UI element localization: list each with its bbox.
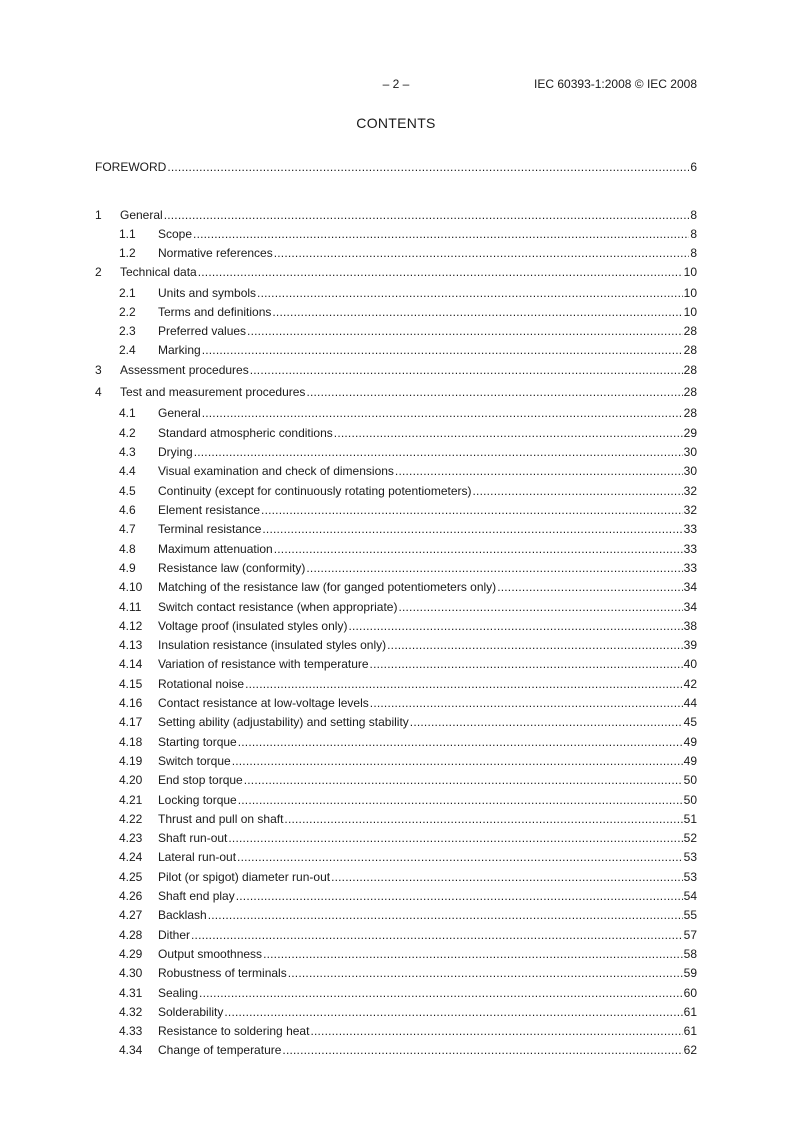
toc-entry-page: 53	[683, 870, 697, 884]
toc-dot-leader	[282, 1042, 682, 1058]
toc-entry[interactable]	[95, 985, 697, 1001]
toc-dot-leader	[202, 405, 683, 421]
toc-entry[interactable]	[95, 405, 697, 421]
toc-entry-page: 62	[683, 1043, 697, 1057]
toc-dot-leader	[331, 869, 683, 885]
toc-entry[interactable]	[95, 264, 697, 280]
toc-dot-leader	[236, 888, 683, 904]
toc-entry-number: 4.20	[119, 773, 143, 787]
toc-dot-leader	[272, 304, 682, 320]
toc-entry-number: 4.32	[119, 1005, 143, 1019]
toc-entry[interactable]	[95, 869, 697, 885]
toc-entry-page: 33	[683, 522, 697, 536]
toc-entry-number: 1	[95, 208, 102, 222]
toc-entry-page: 28	[683, 385, 697, 399]
toc-entry[interactable]	[95, 907, 697, 923]
toc-entry-number: 4.5	[119, 484, 136, 498]
toc-entry-number: 4.13	[119, 638, 143, 652]
toc-entry-page: 28	[683, 324, 697, 338]
toc-entry-number: 4.6	[119, 503, 136, 517]
toc-entry-page: 59	[683, 966, 697, 980]
toc-entry-page: 34	[683, 600, 697, 614]
toc-entry-title: Rotational noise	[158, 677, 245, 691]
toc-dot-leader	[473, 483, 683, 499]
toc-entry[interactable]	[95, 637, 697, 653]
toc-dot-leader	[274, 541, 683, 557]
toc-entry-title: Thrust and pull on shaft	[158, 812, 284, 826]
toc-entry-title: Terms and definitions	[158, 305, 272, 319]
toc-entry[interactable]	[95, 304, 697, 320]
toc-entry-number: 2.2	[119, 305, 136, 319]
toc-dot-leader	[237, 849, 683, 865]
page-header	[95, 77, 697, 93]
toc-entry-title: Assessment procedures	[120, 363, 249, 377]
toc-entry-number: 4.14	[119, 657, 143, 671]
toc-entry-title: Resistance law (conformity)	[158, 561, 306, 575]
toc-dot-leader	[306, 384, 682, 400]
toc-entry-number: 4.17	[119, 715, 143, 729]
toc-entry-title: Starting torque	[158, 735, 237, 749]
toc-entry[interactable]	[95, 207, 697, 223]
toc-entry-page: 33	[683, 561, 697, 575]
toc-entry-page: 50	[683, 793, 697, 807]
toc-entry-title: Units and symbols	[158, 286, 257, 300]
toc-entry-title: Output smoothness	[158, 947, 263, 961]
toc-entry[interactable]	[95, 946, 697, 962]
toc-entry-page: 61	[683, 1024, 697, 1038]
toc-entry-title: Technical data	[120, 265, 197, 279]
toc-dot-leader	[274, 245, 690, 261]
toc-entry[interactable]	[95, 502, 697, 518]
toc-entry[interactable]	[95, 226, 697, 242]
toc-entry[interactable]	[95, 444, 697, 460]
toc-dot-leader	[164, 207, 690, 223]
toc-entry[interactable]	[95, 541, 697, 557]
toc-entry-number: 4.10	[119, 580, 143, 594]
toc-entry-page: 10	[683, 305, 697, 319]
toc-entry-page: 49	[683, 735, 697, 749]
toc-entry[interactable]	[95, 695, 697, 711]
toc-entry-number: 4	[95, 385, 102, 399]
toc-entry-page: 34	[683, 580, 697, 594]
toc-entry-title: Switch contact resistance (when appropriate)	[158, 600, 398, 614]
toc-entry-title: Backlash	[158, 908, 207, 922]
toc-entry-page: 57	[683, 928, 697, 942]
toc-entry-page: 51	[683, 812, 697, 826]
toc-entry-title: Resistance to soldering heat	[158, 1024, 310, 1038]
toc-entry[interactable]	[95, 656, 697, 672]
toc-dot-leader	[262, 521, 682, 537]
toc-dot-leader	[208, 907, 683, 923]
toc-entry-title: Marking	[158, 343, 201, 357]
toc-entry-page: 45	[683, 715, 697, 729]
toc-entry[interactable]	[95, 1004, 697, 1020]
toc-dot-leader	[348, 618, 682, 634]
toc-entry-title: Terminal resistance	[158, 522, 262, 536]
toc-entry-title: End stop torque	[158, 773, 243, 787]
toc-entry-title: Matching of the resistance law (for ganged potentiometers only)	[158, 580, 497, 594]
toc-entry-title: Maximum attenuation	[158, 542, 273, 556]
toc-entry-number: 4.27	[119, 908, 143, 922]
toc-entry-number: 4.4	[119, 464, 136, 478]
toc-entry-title: FOREWORD	[95, 160, 167, 174]
toc-entry-page: 28	[683, 406, 697, 420]
toc-entry-number: 4.33	[119, 1024, 143, 1038]
toc-dot-leader	[238, 734, 683, 750]
toc-entry[interactable]	[95, 618, 697, 634]
toc-dot-leader	[245, 676, 683, 692]
toc-dot-leader	[198, 264, 683, 280]
contents-title: CONTENTS	[356, 115, 436, 131]
toc-entry-page: 28	[683, 363, 697, 377]
toc-entry-number: 4.3	[119, 445, 136, 459]
toc-entry-number: 4.16	[119, 696, 143, 710]
toc-entry-page: 8	[690, 227, 697, 241]
toc-entry-title: Sealing	[158, 986, 199, 1000]
toc-dot-leader	[199, 985, 683, 1001]
toc-entry-page: 61	[683, 1005, 697, 1019]
toc-entry-title: Robustness of terminals	[158, 966, 287, 980]
page-number: – 2 –	[382, 77, 410, 91]
toc-dot-leader	[306, 560, 682, 576]
toc-entry-title: Dither	[158, 928, 191, 942]
toc-dot-leader	[284, 811, 682, 827]
toc-entry-number: 4.24	[119, 850, 143, 864]
toc-entry-number: 4.19	[119, 754, 143, 768]
document-reference: IEC 60393-1:2008 © IEC 2008	[534, 77, 697, 91]
toc-entry[interactable]	[95, 753, 697, 769]
toc-entry-page: 39	[683, 638, 697, 652]
toc-entry-number: 2.1	[119, 286, 136, 300]
toc-dot-leader	[194, 444, 683, 460]
toc-entry-number: 4.25	[119, 870, 143, 884]
toc-entry-page: 60	[683, 986, 697, 1000]
toc-entry-page: 44	[683, 696, 697, 710]
toc-dot-leader	[370, 656, 683, 672]
toc-entry[interactable]	[95, 579, 697, 595]
toc-entry-number: 4.23	[119, 831, 143, 845]
toc-dot-leader	[224, 1004, 682, 1020]
toc-dot-leader	[334, 425, 683, 441]
toc-entry-number: 4.8	[119, 542, 136, 556]
toc-entry-page: 30	[683, 464, 697, 478]
toc-entry[interactable]	[95, 734, 697, 750]
toc-dot-leader	[398, 599, 682, 615]
toc-dot-leader	[310, 1023, 682, 1039]
toc-entry[interactable]	[95, 323, 697, 339]
toc-entry-page: 8	[690, 246, 697, 260]
toc-entry[interactable]	[95, 425, 697, 441]
toc-entry-title: Switch torque	[158, 754, 231, 768]
toc-entry-number: 4.18	[119, 735, 143, 749]
toc-entry-page: 55	[683, 908, 697, 922]
toc-entry-page: 53	[683, 850, 697, 864]
toc-entry-number: 4.26	[119, 889, 143, 903]
toc-entry-number: 4.29	[119, 947, 143, 961]
toc-entry-title: Setting ability (adjustability) and setting stability	[158, 715, 409, 729]
toc-entry-page: 40	[683, 657, 697, 671]
toc-entry[interactable]	[95, 811, 697, 827]
toc-entry-number: 4.1	[119, 406, 136, 420]
toc-entry-title: Standard atmospheric conditions	[158, 426, 333, 440]
toc-entry-number: 2.4	[119, 343, 136, 357]
toc-entry[interactable]	[95, 342, 697, 358]
toc-entry-title: General	[120, 208, 163, 222]
toc-entry-title: Preferred values	[158, 324, 247, 338]
toc-entry[interactable]	[95, 849, 697, 865]
toc-entry-number: 4.7	[119, 522, 136, 536]
toc-dot-leader	[191, 927, 683, 943]
toc-entry-title: Variation of resistance with temperature	[158, 657, 369, 671]
toc-dot-leader	[167, 159, 689, 175]
toc-entry-number: 4.22	[119, 812, 143, 826]
toc-entry[interactable]	[95, 830, 697, 846]
toc-entry[interactable]	[95, 599, 697, 615]
toc-entry-title: Change of temperature	[158, 1043, 282, 1057]
toc-entry-page: 54	[683, 889, 697, 903]
toc-dot-leader	[288, 965, 683, 981]
toc-entry-page: 29	[683, 426, 697, 440]
toc-dot-leader	[370, 695, 683, 711]
toc-entry-title: Element resistance	[158, 503, 261, 517]
toc-entry-page: 49	[683, 754, 697, 768]
toc-dot-leader	[263, 946, 683, 962]
toc-entry[interactable]	[95, 285, 697, 301]
toc-dot-leader	[228, 830, 682, 846]
toc-dot-leader	[395, 463, 683, 479]
toc-entry[interactable]	[95, 1042, 697, 1058]
toc-entry[interactable]	[95, 927, 697, 943]
toc-dot-leader	[250, 362, 683, 378]
toc-entry-number: 2	[95, 265, 102, 279]
toc-entry-title: Visual examination and check of dimensions	[158, 464, 394, 478]
toc-dot-leader	[202, 342, 683, 358]
toc-entry-page: 33	[683, 542, 697, 556]
toc-dot-leader	[247, 323, 683, 339]
toc-entry-number: 4.21	[119, 793, 143, 807]
toc-entry-title: Solderability	[158, 1005, 224, 1019]
toc-entry[interactable]	[95, 245, 697, 261]
toc-entry-number: 4.9	[119, 561, 136, 575]
toc-entry-number: 4.15	[119, 677, 143, 691]
toc-entry-title: Shaft run-out	[158, 831, 228, 845]
toc-entry[interactable]	[95, 560, 697, 576]
toc-entry-page: 52	[683, 831, 697, 845]
toc-entry-title: Insulation resistance (insulated styles only)	[158, 638, 387, 652]
toc-entry-number: 4.28	[119, 928, 143, 942]
toc-dot-leader	[497, 579, 682, 595]
toc-entry-title: Voltage proof (insulated styles only)	[158, 619, 348, 633]
toc-entry-title: Test and measurement procedures	[120, 385, 306, 399]
toc-entry-title: General	[158, 406, 201, 420]
toc-entry-page: 50	[683, 773, 697, 787]
toc-entry-page: 10	[683, 286, 697, 300]
toc-entry-title: Pilot (or spigot) diameter run-out	[158, 870, 331, 884]
toc-entry[interactable]	[95, 965, 697, 981]
toc-entry-title: Contact resistance at low-voltage levels	[158, 696, 369, 710]
toc-entry-title: Shaft end play	[158, 889, 235, 903]
toc-entry-page: 32	[683, 503, 697, 517]
toc-entry-title: Drying	[158, 445, 193, 459]
toc-dot-leader	[232, 753, 683, 769]
toc-entry-number: 1.1	[119, 227, 136, 241]
toc-dot-leader	[410, 714, 683, 730]
toc-entry-number: 4.12	[119, 619, 143, 633]
toc-entry[interactable]	[95, 521, 697, 537]
toc-entry[interactable]	[95, 888, 697, 904]
toc-entry-number: 3	[95, 363, 102, 377]
toc-entry-page: 6	[690, 160, 697, 174]
toc-entry-title: Scope	[158, 227, 193, 241]
toc-dot-leader	[193, 226, 689, 242]
toc-entry-title: Lateral run-out	[158, 850, 237, 864]
toc-entry-page: 30	[683, 445, 697, 459]
toc-entry-title: Continuity (except for continuously rotating potentiometers)	[158, 484, 472, 498]
toc-entry-title: Normative references	[158, 246, 273, 260]
toc-entry-number: 4.34	[119, 1043, 143, 1057]
toc-entry[interactable]	[95, 463, 697, 479]
toc-entry-page: 38	[683, 619, 697, 633]
toc-entry[interactable]	[95, 676, 697, 692]
toc-entry-page: 42	[683, 677, 697, 691]
toc-entry[interactable]	[95, 483, 697, 499]
toc-entry-page: 32	[683, 484, 697, 498]
toc-entry-number: 1.2	[119, 246, 136, 260]
toc-dot-leader	[238, 792, 683, 808]
toc-entry[interactable]	[95, 384, 697, 400]
toc-entry[interactable]	[95, 362, 697, 378]
toc-entry-number: 4.31	[119, 986, 143, 1000]
toc-entry[interactable]	[95, 792, 697, 808]
toc-dot-leader	[261, 502, 683, 518]
toc-dot-leader	[244, 772, 683, 788]
toc-entry-title: Locking torque	[158, 793, 237, 807]
toc-entry[interactable]	[95, 1023, 697, 1039]
toc-entry[interactable]	[95, 772, 697, 788]
toc-entry-number: 2.3	[119, 324, 136, 338]
toc-entry[interactable]	[95, 714, 697, 730]
toc-entry[interactable]	[95, 159, 697, 175]
toc-entry-page: 28	[683, 343, 697, 357]
toc-entry-page: 8	[690, 208, 697, 222]
toc-dot-leader	[387, 637, 683, 653]
toc-entry-page: 10	[683, 265, 697, 279]
toc-entry-number: 4.11	[119, 600, 142, 614]
toc-entry-number: 4.2	[119, 426, 136, 440]
toc-entry-page: 58	[683, 947, 697, 961]
toc-entry-number: 4.30	[119, 966, 143, 980]
toc-dot-leader	[257, 285, 683, 301]
